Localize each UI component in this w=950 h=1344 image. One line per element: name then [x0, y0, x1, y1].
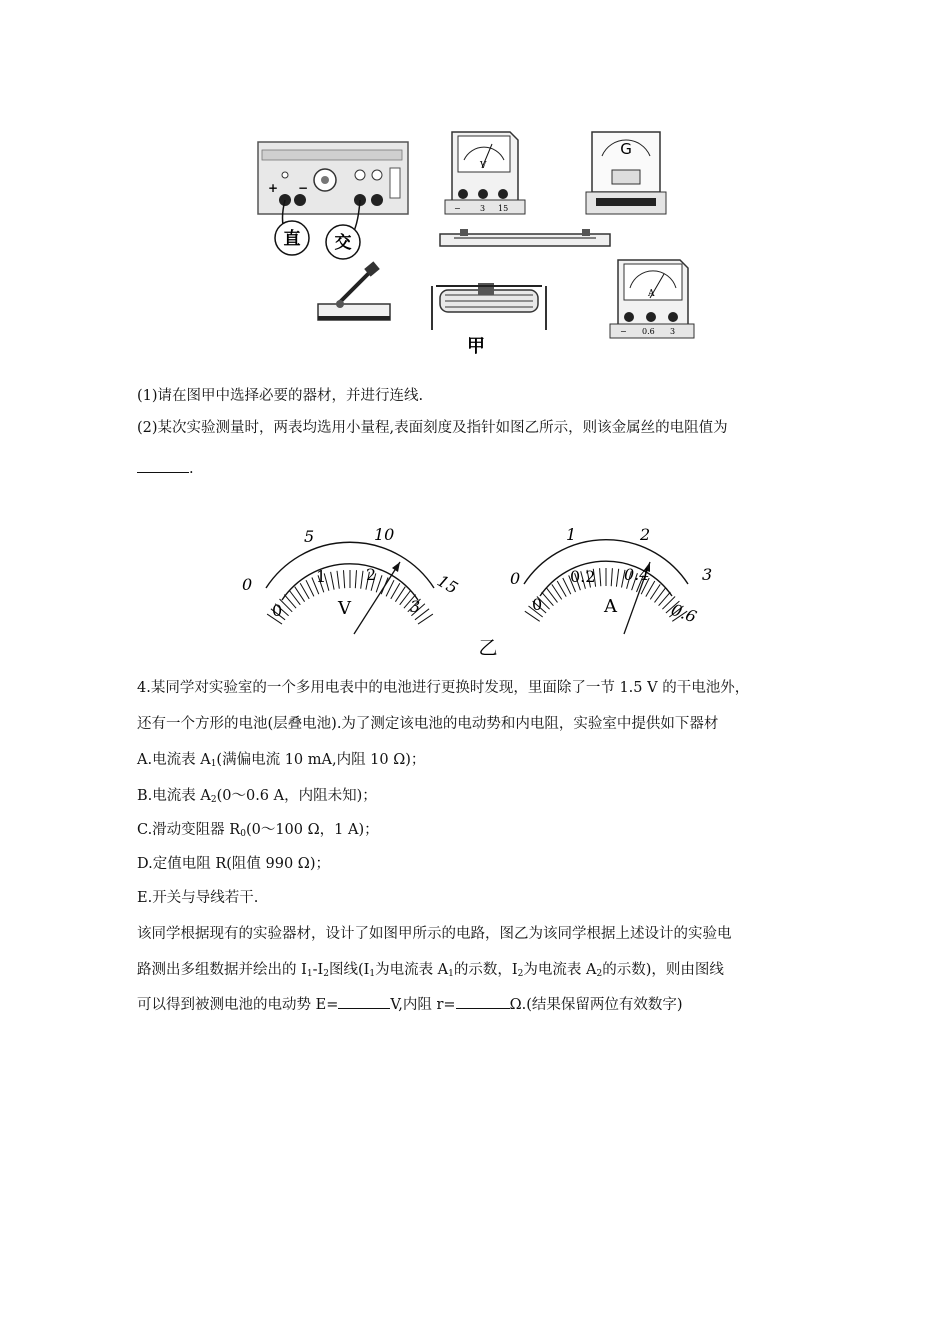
internal-resistance-answer-blank[interactable] [456, 994, 510, 1009]
dial-tick [611, 568, 612, 586]
ac-label: 交 [334, 233, 352, 253]
volt-outer-5: 5 [304, 527, 315, 546]
dial-tick [361, 571, 363, 589]
resistance-answer-blank[interactable] [137, 458, 189, 473]
dial-tick [306, 580, 314, 596]
power-plus-label: + [268, 181, 279, 195]
q4-line2: 还有一个方形的电池(层叠电池).为了测定该电池的电动势和内电阻，实验室中提供如下器材 [137, 716, 719, 732]
wire-board-icon [440, 229, 610, 246]
q3-part2: (2)某次实验测量时，两表均选用小量程,表面刻度及指针如图乙所示，则该金属丝的电阻值为 [137, 420, 728, 436]
switch-icon [318, 261, 390, 320]
power-supply-icon [258, 142, 408, 214]
q4-desc1: 该同学根据现有的实验器材，设计了如图甲所示的电路，图乙为该同学根据上述设计的实验电 [137, 926, 732, 942]
rheostat-icon [432, 283, 546, 330]
voltmeter-terminal-3: 3 [480, 204, 486, 213]
q4-desc2: 路测出多组数据并绘出的 $I_1-I_2$图线($I_1$为电流表 $A_1$的示数，$I_2$为电流表 $A_2$的示数)，则由图线 [137, 962, 724, 979]
volt-inner-2: 2 [366, 565, 377, 584]
figure-jia-caption: 甲 [467, 336, 485, 357]
q4-desc3: 可以得到被测电池的电动势 E= V,内阻 r= Ω.(结果保留两位有效数字) [137, 994, 683, 1015]
dial-tick [600, 568, 601, 586]
ammeter-terminal-neg: − [620, 327, 627, 336]
figure-yi [230, 510, 740, 660]
volt-outer-15: 15 [434, 571, 462, 598]
amp-outer-0: 0 [510, 569, 521, 588]
q4-option-b: B.电流表 $A_2(0\sim 0.6$ A，内阻未知)； [137, 788, 377, 805]
voltmeter-unit-label: V [480, 161, 487, 171]
amp-inner-02: 0.2 [570, 567, 596, 586]
amp-outer-3: 3 [702, 565, 713, 584]
dial-tick [355, 570, 356, 588]
q4-option-a: A.电流表 $A_1$(满偏电流 10 mA,内阻 10 Ω)； [137, 752, 426, 769]
q4-option-e: E.开关与导线若干. [137, 890, 259, 906]
dc-label: 直 [283, 229, 301, 249]
ammeter-dial [524, 540, 688, 634]
volt-unit: V [338, 598, 351, 619]
volt-outer-0: 0 [242, 575, 253, 594]
dial-tick [344, 570, 345, 588]
figure-jia [240, 120, 710, 360]
dial-tick [337, 571, 339, 589]
voltmeter-dial [266, 542, 434, 634]
galvanometer-label: G [620, 140, 632, 158]
volt-outer-10: 10 [374, 525, 395, 544]
voltmeter-needle [354, 562, 400, 634]
figure-yi-caption: 乙 [478, 637, 498, 659]
amp-inner-04: 0.4 [624, 565, 650, 584]
voltmeter-terminal-neg: − [454, 204, 461, 213]
q3-part1: (1)请在图甲中选择必要的器材，并进行连线. [137, 388, 424, 404]
volt-inner-3: 3 [410, 597, 421, 616]
ammeter-terminal-3: 3 [670, 327, 676, 336]
q4-option-d: D.定值电阻 R(阻值 990 Ω)； [137, 856, 330, 872]
dial-tick [616, 569, 618, 587]
q3-answer-line: . [137, 458, 194, 479]
q4-line1: 4.某同学对实验室的一个多用电表中的电池进行更换时发现，里面除了一节 1.5 V 的干电池外， [137, 680, 750, 696]
voltmeter-icon [445, 132, 525, 214]
volt-inner-0: 0 [272, 601, 283, 620]
ammeter-unit-label: A [648, 289, 655, 299]
amp-outer-2: 2 [640, 525, 651, 544]
voltmeter-terminal-15: 15 [498, 204, 509, 213]
amp-inner-06: 0.6 [668, 599, 700, 627]
dial-tick [376, 575, 382, 592]
volt-inner-1: 1 [316, 567, 327, 586]
dial-tick [331, 572, 335, 590]
amp-unit: A [604, 596, 617, 617]
amp-inner-0: 0 [532, 595, 543, 614]
q4-option-c: C.滑动变阻器 $R_0(0\sim 100$ Ω，1 A)； [137, 822, 379, 839]
power-minus-label: − [298, 181, 309, 195]
ammeter-terminal-06: 0.6 [642, 327, 655, 336]
emf-answer-blank[interactable] [338, 994, 390, 1009]
amp-outer-1: 1 [566, 525, 577, 544]
